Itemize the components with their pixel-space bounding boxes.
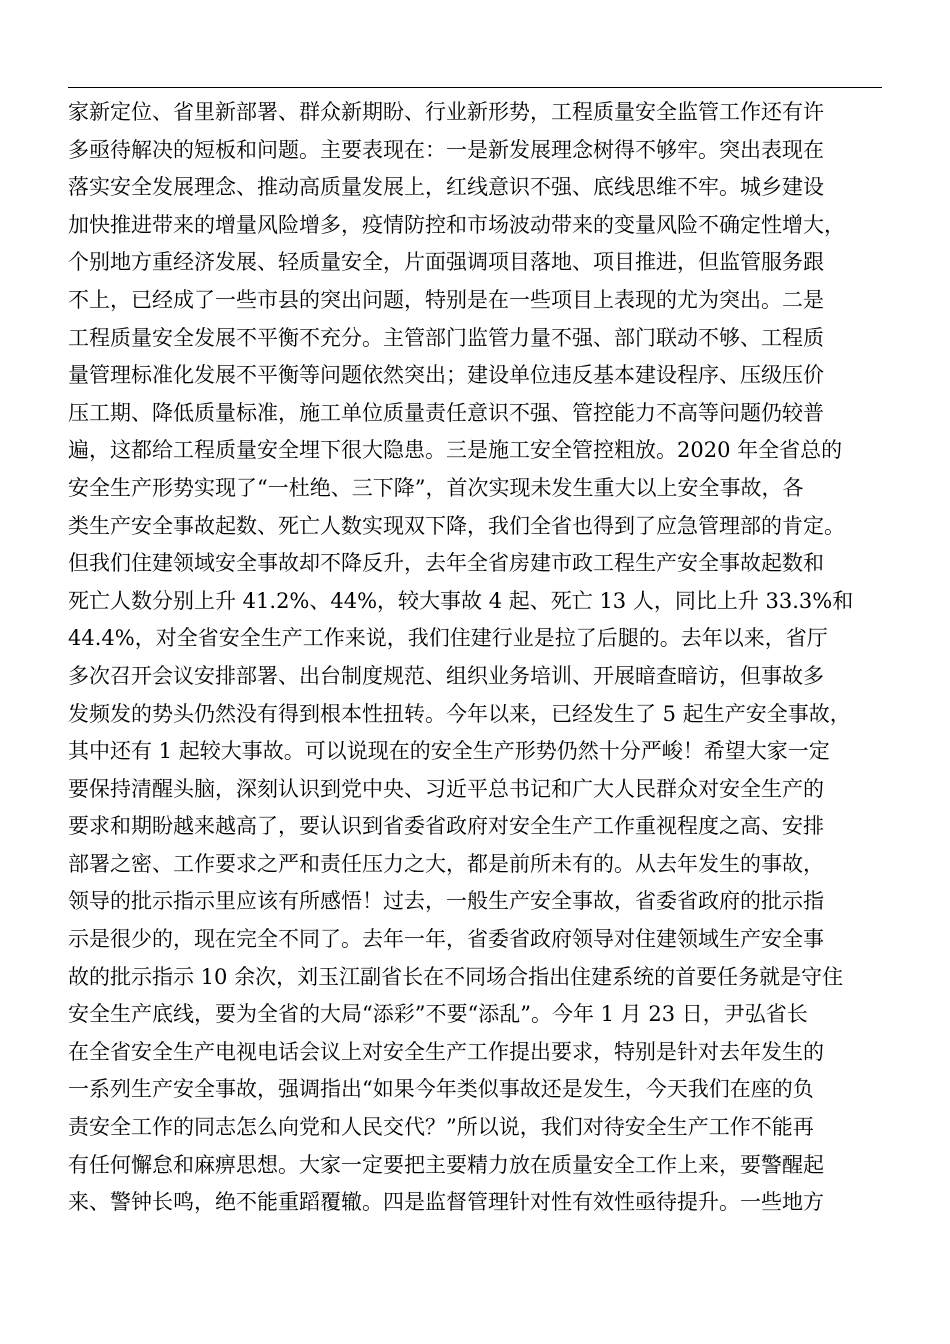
text-line: 有任何懈怠和麻痹思想。大家一定要把主要精力放在质量安全工作上来，要警醒起 xyxy=(68,1152,824,1177)
text-line: 发频发的势头仍然没有得到根本性扭转。今年以来，已经发生了 5 起生产安全事故， xyxy=(68,701,851,726)
text-line: 但我们住建领域安全事故却不降反升，去年全省房建市政工程生产安全事故起数和 xyxy=(68,551,824,576)
text-line: 个别地方重经济发展、轻质量安全，片面强调项目落地、项目推进，但监管服务跟 xyxy=(68,250,824,275)
text-line: 要保持清醒头脑，深刻认识到党中央、习近平总书记和广大人民群众对安全生产的 xyxy=(68,776,824,801)
text-line: 家新定位、省里新部署、群众新期盼、行业新形势，工程质量安全监管工作还有许 xyxy=(68,100,824,124)
text-line: 落实安全发展理念、推动高质量发展上，红线意识不强、底线思维不牢。城乡建设 xyxy=(68,175,824,200)
text-line: 领导的批示指示里应该有所感悟！过去，一般生产安全事故，省委省政府的批示指 xyxy=(68,889,824,914)
text-line: 安全生产底线，要为全省的大局“添彩”不要“添乱”。今年 1 月 23 日，尹弘省长 xyxy=(68,1002,808,1027)
text-line: 压工期、降低质量标准，施工单位质量责任意识不强、管控能力不高等问题仍较普 xyxy=(68,400,824,425)
text-line: 安全生产形势实现了“一杜绝、三下降”，首次实现未发生重大以上安全事故，各 xyxy=(68,475,804,500)
text-line: 责安全工作的同志怎么向党和人民交代？”所以说，我们对待安全生产工作不能再 xyxy=(68,1115,814,1140)
text-line: 死亡人数分别上升 41.2%、44%，较大事故 4 起、死亡 13 人，同比上升 33.3%和 xyxy=(68,588,854,613)
text-line: 一系列生产安全事故，强调指出“如果今年类似事故还是发生，今天我们在座的负 xyxy=(68,1077,814,1102)
text-line: 不上，已经成了一些市县的突出问题，特别是在一些项目上表现的尤为突出。二是 xyxy=(68,287,824,312)
text-line: 多亟待解决的短板和问题。主要表现在：一是新发展理念树得不够牢。突出表现在 xyxy=(68,137,824,162)
text-line: 来、警钟长鸣，绝不能重蹈覆辙。四是监督管理针对性有效性亟待提升。一些地方 xyxy=(68,1190,824,1215)
body-text xyxy=(68,94,898,1222)
text-line: 多次召开会议安排部署、出台制度规范、组织业务培训、开展暗查暗访，但事故多 xyxy=(68,663,824,688)
text-line: 遍，这都给工程质量安全埋下很大隐患。三是施工安全管控粗放。2020 年全省总的 xyxy=(68,438,843,463)
text-line: 加快推进带来的增量风险增多，疫情防控和市场波动带来的变量风险不确定性增大， xyxy=(68,212,845,237)
text-line: 44.4%，对全省安全生产工作来说，我们住建行业是拉了后腿的。去年以来，省厅 xyxy=(68,626,828,651)
header-rule xyxy=(68,87,882,88)
text-line: 要求和期盼越来越高了，要认识到省委省政府对安全生产工作重视程度之高、安排 xyxy=(68,814,824,839)
text-line: 示是很少的，现在完全不同了。去年一年，省委省政府领导对住建领域生产安全事 xyxy=(68,927,824,952)
text-line: 在全省安全生产电视电话会议上对安全生产工作提出要求，特别是针对去年发生的 xyxy=(68,1039,824,1064)
text-line: 工程质量安全发展不平衡不充分。主管部门监管力量不强、部门联动不够、工程质 xyxy=(68,325,824,350)
text-line: 类生产安全事故起数、死亡人数实现双下降，我们全省也得到了应急管理部的肯定。 xyxy=(68,513,845,538)
text-line: 其中还有 1 起较大事故。可以说现在的安全生产形势仍然十分严峻！希望大家一定 xyxy=(68,739,830,764)
text-line: 故的批示指示 10 余次，刘玉江副省长在不同场合指出住建系统的首要任务就是守住 xyxy=(68,964,844,989)
text-line: 部署之密、工作要求之严和责任压力之大，都是前所未有的。从去年发生的事故， xyxy=(68,851,824,876)
text-line: 量管理标准化发展不平衡等问题依然突出；建设单位违反基本建设程序、压级压价 xyxy=(68,363,824,388)
